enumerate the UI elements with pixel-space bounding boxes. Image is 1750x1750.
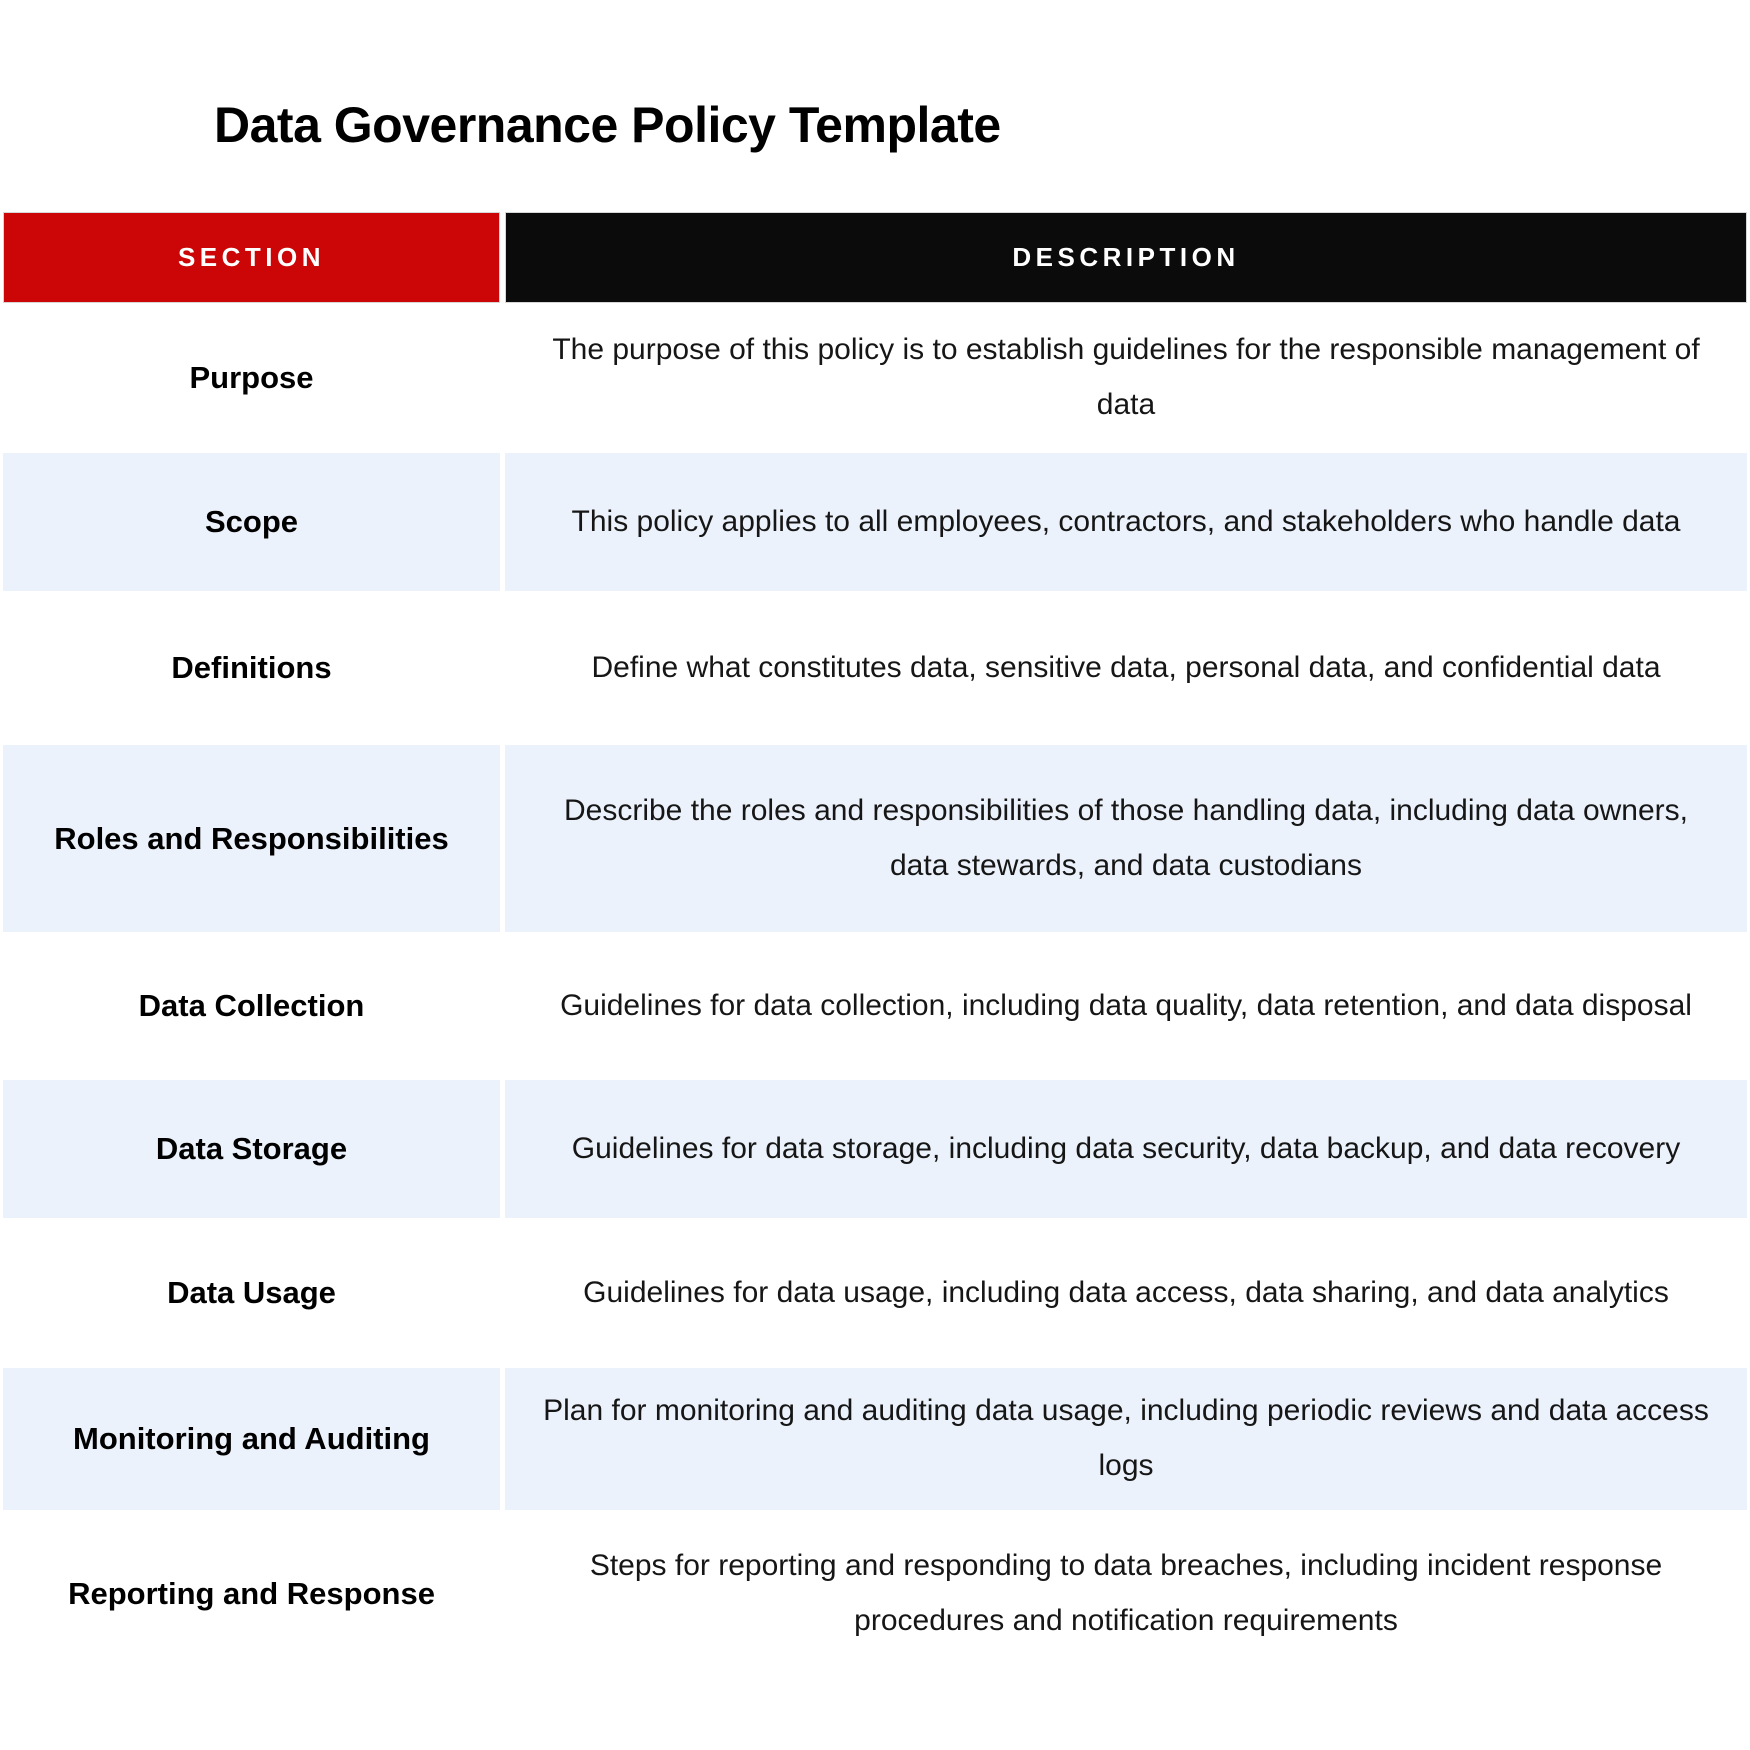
description-cell: Guidelines for data usage, including data access, data sharing, and data analytics xyxy=(505,1218,1747,1368)
section-cell: Monitoring and Auditing xyxy=(3,1368,500,1510)
column-header-section: SECTION xyxy=(3,212,500,303)
description-cell: Steps for reporting and responding to data breaches, including incident response procedures and notification requirements xyxy=(505,1510,1747,1678)
section-cell: Purpose xyxy=(3,303,500,453)
section-cell: Data Collection xyxy=(3,932,500,1080)
table-row xyxy=(3,932,1747,1080)
description-cell: Plan for monitoring and auditing data usage, including periodic reviews and data access logs xyxy=(505,1368,1747,1510)
description-cell: The purpose of this policy is to establish guidelines for the responsible management of data xyxy=(505,303,1747,453)
table-row xyxy=(3,303,1747,453)
table-row xyxy=(3,591,1747,745)
section-cell: Reporting and Response xyxy=(3,1510,500,1678)
table-header-row xyxy=(3,212,1747,303)
description-cell: Describe the roles and responsibilities of those handling data, including data owners, data stewards, and data custodians xyxy=(505,745,1747,932)
table-row xyxy=(3,1368,1747,1510)
table-body xyxy=(3,303,1747,1678)
section-cell: Data Storage xyxy=(3,1080,500,1218)
table-row xyxy=(3,453,1747,591)
section-cell: Data Usage xyxy=(3,1218,500,1368)
section-cell: Scope xyxy=(3,453,500,591)
section-cell: Roles and Responsibilities xyxy=(3,745,500,932)
description-cell: Guidelines for data storage, including data security, data backup, and data recovery xyxy=(505,1080,1747,1218)
table-row xyxy=(3,745,1747,932)
policy-table xyxy=(3,212,1747,1678)
table-row xyxy=(3,1080,1747,1218)
description-cell: This policy applies to all employees, contractors, and stakeholders who handle data xyxy=(505,453,1747,591)
description-cell: Guidelines for data collection, including data quality, data retention, and data disposal xyxy=(505,932,1747,1080)
column-header-description: DESCRIPTION xyxy=(505,212,1747,303)
table-row xyxy=(3,1218,1747,1368)
table-row xyxy=(3,1510,1747,1678)
page-title: Data Governance Policy Template xyxy=(214,97,1001,153)
description-cell: Define what constitutes data, sensitive data, personal data, and confidential data xyxy=(505,591,1747,745)
section-cell: Definitions xyxy=(3,591,500,745)
